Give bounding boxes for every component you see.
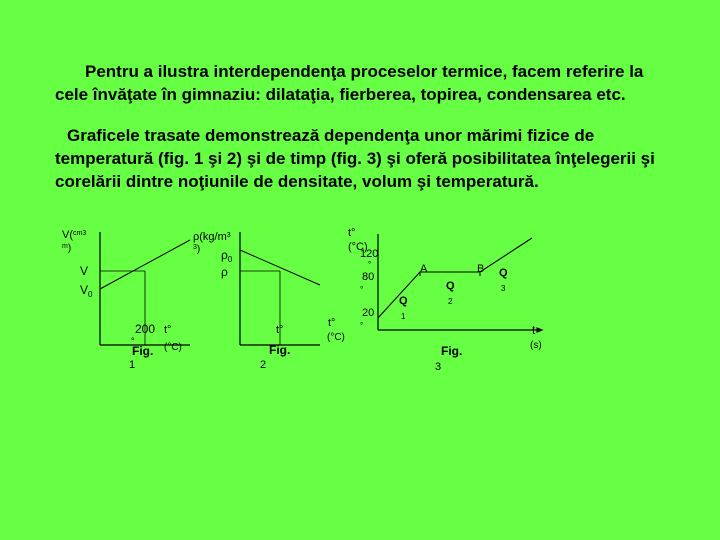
fig3-graph <box>327 227 542 373</box>
fig3-tick-120: 120 <box>360 248 379 260</box>
intro-text: Pentru a ilustra interdependenţa proceselor termice, facem referire la cele învăţate în gimnaziu: dilataţia, fierberea, topirea, condensarea etc. <box>55 62 644 104</box>
fig3-tick-20: 20 <box>362 307 375 319</box>
fig1-caption: Fig. <box>132 344 154 358</box>
fig3-q2: Q <box>446 280 455 292</box>
fig3-tick-80: 80 <box>362 271 375 283</box>
fig3-y-label: t° <box>348 227 356 239</box>
fig3-q3: Q <box>499 267 508 279</box>
fig3-x-unit: (s) <box>530 340 542 351</box>
fig3-q1-sub: 1 <box>401 312 406 321</box>
fig3-x-label: t <box>532 323 536 337</box>
fig1-tick-v0: $V_0$ <box>80 283 93 299</box>
fig1-caption-num: 1 <box>129 359 136 371</box>
fig2-y-label: $\rho(kg/m^3$ <box>193 231 231 243</box>
fig3-q3-sub: 3 <box>501 284 506 293</box>
fig1-y-label-end: $^m$) <box>62 243 72 254</box>
fig3-caption: Fig. <box>441 344 463 358</box>
fig3-point-b: B <box>477 263 485 275</box>
fig2-caption: Fig. <box>269 343 291 357</box>
fig3-y-unit: (°C) <box>348 241 368 253</box>
fig2-tick-rho: ρ <box>221 265 228 279</box>
fig1-graph <box>62 229 190 371</box>
fig2-x-label: t° <box>276 324 284 336</box>
fig1-x-label: t° <box>164 324 172 336</box>
fig2-graph <box>193 231 320 371</box>
fig3-q2-sub: 2 <box>448 297 453 306</box>
fig1-y-label: V($^{cm3}$ <box>62 229 87 241</box>
fig2-caption-num: 2 <box>260 359 267 371</box>
fig3-tick-80-deg: ° <box>360 285 364 294</box>
fig3-q1: Q <box>399 295 408 307</box>
fig3-left-axis-unit: (°C) <box>327 332 345 343</box>
fig1-x-unit: (°C) <box>164 342 182 353</box>
graphs-text: Graficele trasate demonstrează dependenţa unor mărimi fizice de temperatură (fig. 1 şi 2) şi de timp (fig. 3) şi oferă posibilitatea înţelegerii şi corelării dintre noţiunile de densitate, volum şi temperatură. <box>55 126 655 191</box>
fig1-x-tick: 200 <box>135 322 156 336</box>
fig3-tick-120-deg: ° <box>368 260 372 269</box>
fig3-left-axis-t: t° <box>328 317 336 329</box>
fig3-tick-20-deg: ° <box>360 321 364 330</box>
fig3-point-a: A <box>420 263 428 275</box>
fig2-tick-rho0: $\rho_0$ <box>221 248 233 264</box>
fig1-tick-v: V <box>80 264 89 278</box>
fig2-y-label-end: $^3$) <box>193 244 201 255</box>
fig1-x-tick-deg: ° <box>131 336 135 346</box>
fig3-caption-num: 3 <box>435 361 442 373</box>
